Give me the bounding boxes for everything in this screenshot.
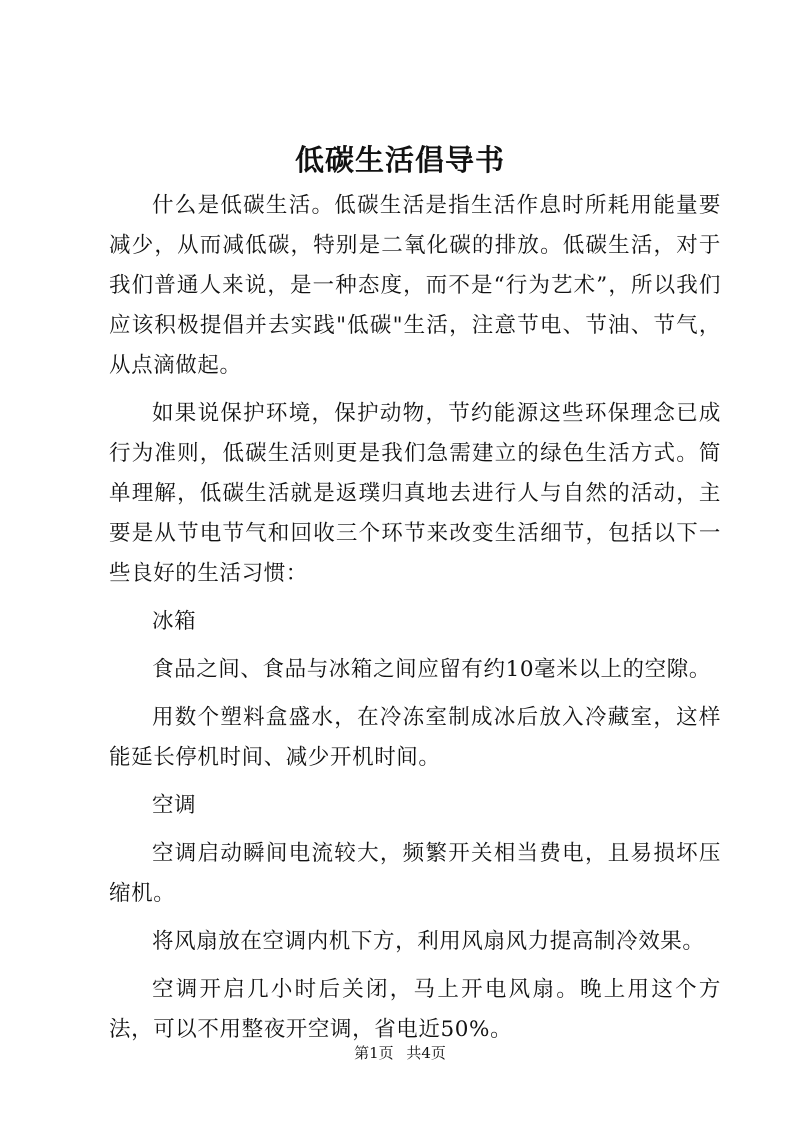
page-footer	[0, 1043, 800, 1063]
paragraph-fridge-tip-1: 食品之间、食品与冰箱之间应留有约10毫米以上的空隙。	[152, 657, 711, 682]
section-heading-fridge: 冰箱	[152, 609, 197, 634]
paragraph-ac-tip-2: 将风扇放在空调内机下方，利用风扇风力提高制冷效果。	[152, 929, 705, 954]
paragraph-intro: 什么是低碳生活。低碳生活是指生活作息时所耗用能量要减少，从而减低碳，特别是二氧化碳的排放。低碳生活，对于我们普通人来说，是一种态度，而不是“行为艺术”，所以我们应该积极提倡并去实践"低碳"生活，注意节电、节油、节气，从点滴做起。	[109, 193, 721, 378]
document-title: 低碳生活倡导书	[294, 143, 505, 177]
paragraph-ac-tip-1: 空调启动瞬间电流较大，频繁开关相当费电，且易损坏压缩机。	[109, 841, 721, 906]
document-body	[109, 186, 721, 1050]
page-total: 共4页	[406, 1044, 446, 1062]
paragraph-ac-tip-3: 空调开启几小时后关闭，马上开电风扇。晚上用这个方法，可以不用整夜开空调，省电近50%。	[109, 977, 721, 1042]
paragraph-fridge-tip-2: 用数个塑料盒盛水，在冷冻室制成冰后放入冷藏室，这样能延长停机时间、减少开机时间。	[109, 705, 721, 770]
page-number: 第1页	[354, 1044, 394, 1062]
paragraph-definition: 如果说保护环境，保护动物，节约能源这些环保理念已成行为准则，低碳生活则更是我们急需建立的绿色生活方式。简单理解，低碳生活就是返璞归真地去进行人与自然的活动，主要是从节电节气和回收三个环节来改变生活细节，包括以下一些良好的生活习惯：	[109, 401, 721, 586]
section-heading-air-conditioner: 空调	[152, 793, 197, 818]
